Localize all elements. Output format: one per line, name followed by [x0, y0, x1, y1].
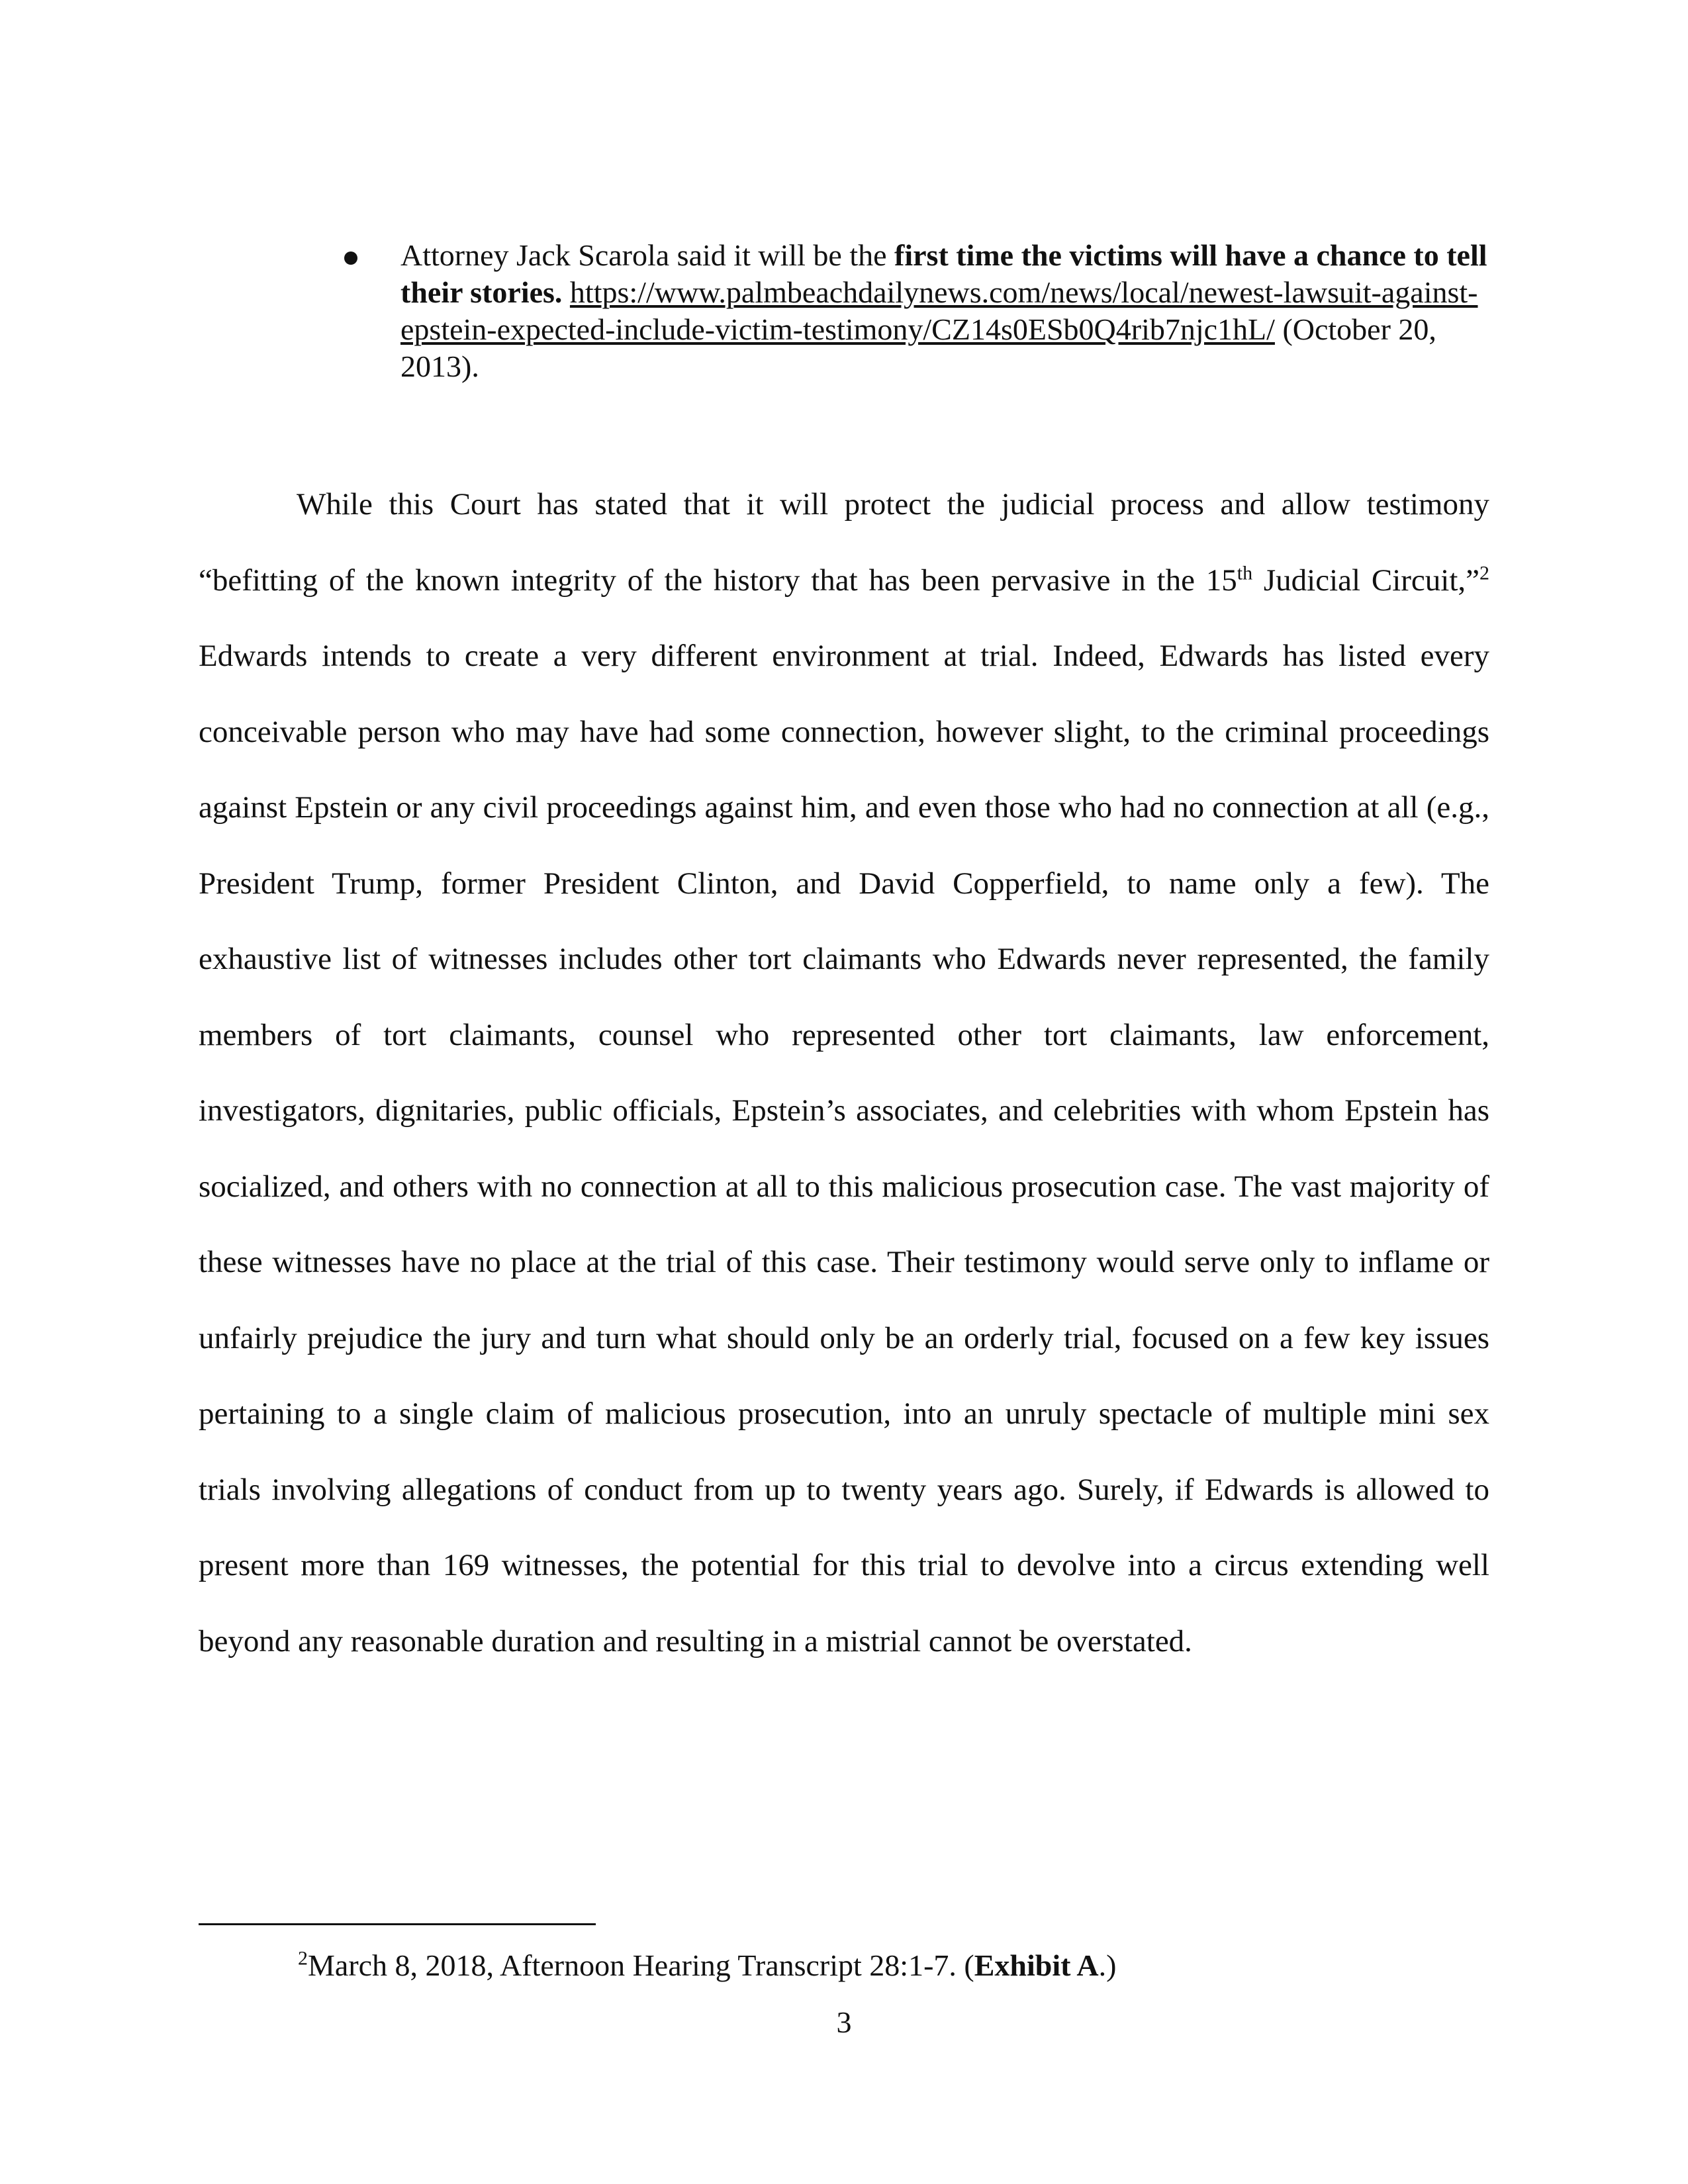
news-article-link[interactable]: https://www.palmbeachdailynews.com/news/local/newest-lawsuit-against-epstein-expected-include-victim-testimony/CZ14s0ESb0Q4rib7njc1hL/ [400, 275, 1478, 346]
footnote-reference[interactable]: 2 [1479, 561, 1489, 584]
footnote-closing: .) [1098, 1948, 1117, 1982]
footnote-divider [199, 1923, 596, 1925]
bullet-point-icon [344, 251, 357, 265]
body-paragraph [199, 467, 1489, 1679]
page-number: 3 [836, 2005, 852, 2039]
paragraph-part-3: Edwards intends to create a very different environment at trial. Indeed, Edwards has listed every conceivable person who may have had some connection, however slight, to the criminal proceedings against Epstein or any civil proceedings against him, and even those who had no connection at all (e.g., President Trump, former President Clinton, and David Copperfield, to name only a few). The exhaustive list of witnesses includes other tort claimants who Edwards never represented, the family members of tort claimants, counsel who represented other tort claimants, law enforcement, investigators, dignitaries, public officials, Epstein’s associates, and celebrities with whom Epstein has socialized, and others with no connection at all to this malicious prosecution case. The vast majority of these witnesses have no place at the trial of this case. Their testimony would serve only to inflame or unfairly prejudice the jury and turn what should only be an orderly trial, focused on a few key issues pertaining to a single claim of malicious prosecution, into an unruly spectacle of multiple mini sex trials involving allegations of conduct from up to twenty years ago. Surely, if Edwards is allowed to present more than 169 witnesses, the potential for this trial to devolve into a circus extending well beyond any reasonable duration and resulting in a mistrial cannot be overstated. [199, 639, 1489, 1659]
ordinal-superscript: th [1237, 561, 1253, 584]
bullet-bold-text: first time the victims will have a chance to tell their stories. [400, 238, 1487, 309]
paragraph-part-2: Judicial Circuit,” [1252, 563, 1479, 598]
footnote-text: March 8, 2018, Afternoon Hearing Transcript 28:1-7. ( [308, 1948, 974, 1982]
bullet-item [400, 237, 1499, 385]
footnote-exhibit: Exhibit A [974, 1948, 1099, 1982]
bullet-date: (October 20, 2013). [400, 312, 1436, 383]
paragraph-part-1: While this Court has stated that it will protect the judicial process and allow testimony “befitting of the known integrity of the history that has been pervasive in the 15 [199, 487, 1489, 598]
footnote-number: 2 [298, 1947, 308, 1970]
footnote [298, 1947, 1116, 1984]
bullet-text-before: Attorney Jack Scarola said it will be the [400, 238, 895, 272]
